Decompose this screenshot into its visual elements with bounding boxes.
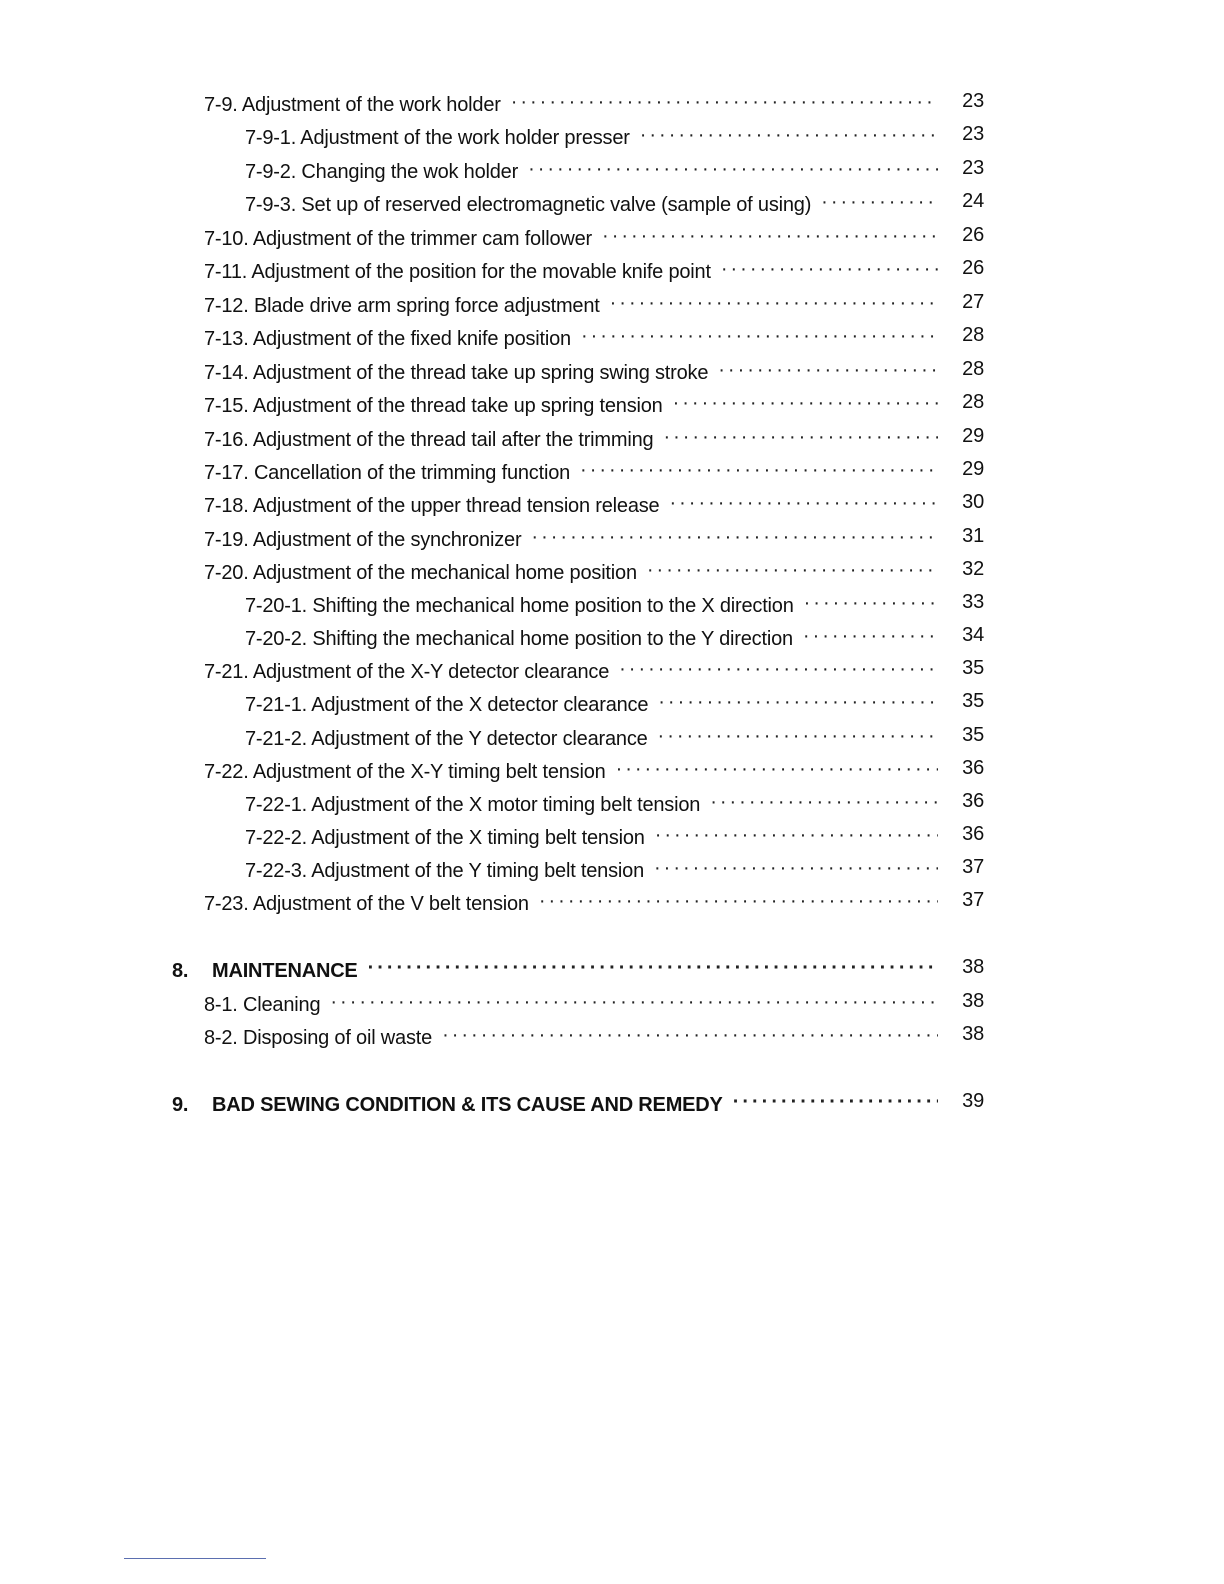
toc-entry-title: 7-22-1. Adjustment of the X motor timing belt tension xyxy=(245,793,701,816)
chapter-title: BAD SEWING CONDITION & ITS CAUSE AND REMEDY xyxy=(212,1093,723,1116)
dot-leader xyxy=(330,995,938,1015)
dot-leader xyxy=(710,795,938,815)
dot-leader xyxy=(658,695,938,715)
toc-entry[interactable] xyxy=(245,823,984,853)
dot-leader xyxy=(619,662,938,682)
toc-entry-page: 30 xyxy=(962,490,984,513)
toc-entry-title: 7-23. Adjustment of the V belt tension xyxy=(204,892,529,915)
footer-rule xyxy=(124,1558,266,1559)
toc-chapter[interactable] xyxy=(172,1090,984,1120)
dot-leader xyxy=(669,496,938,516)
toc-entry-page: 28 xyxy=(962,390,984,413)
toc-entry[interactable] xyxy=(245,591,984,621)
dot-leader xyxy=(610,296,938,316)
dot-leader xyxy=(821,195,938,215)
toc-entry-page: 23 xyxy=(962,156,984,179)
toc-entry-title: 7-21-2. Adjustment of the Y detector clearance xyxy=(245,727,648,750)
toc-entry-page: 32 xyxy=(962,557,984,580)
toc-entry-title: 7-19. Adjustment of the synchronizer xyxy=(204,528,522,551)
toc-entry-title: 7-18. Adjustment of the upper thread tension release xyxy=(204,494,660,517)
toc-entry-title: 7-20-2. Shifting the mechanical home position to the Y direction xyxy=(245,627,793,650)
toc-entry-title: 7-21-1. Adjustment of the X detector clearance xyxy=(245,693,649,716)
dot-leader xyxy=(640,128,938,148)
toc-chapter-page: 39 xyxy=(962,1089,984,1112)
dot-leader xyxy=(733,1095,938,1115)
toc-entry-title: 7-20. Adjustment of the mechanical home position xyxy=(204,561,637,584)
dot-leader xyxy=(658,729,938,749)
toc-entry[interactable] xyxy=(204,525,984,555)
toc-entry-title: 7-10. Adjustment of the trimmer cam follower xyxy=(204,227,593,250)
toc-entry-title: 8-1. Cleaning xyxy=(204,993,321,1016)
toc-entry-title: 7-9-3. Set up of reserved electromagnetic valve (sample of using) xyxy=(245,193,812,216)
toc-chapter[interactable] xyxy=(172,956,984,986)
toc-entry-page: 36 xyxy=(962,822,984,845)
toc-entry[interactable] xyxy=(204,1023,984,1053)
toc-entry[interactable] xyxy=(245,724,984,754)
dot-leader xyxy=(673,396,938,416)
toc-entry[interactable] xyxy=(245,690,984,720)
toc-entry-page: 37 xyxy=(962,855,984,878)
toc-entry[interactable] xyxy=(204,324,984,354)
dot-leader xyxy=(655,828,938,848)
toc-entry-page: 35 xyxy=(962,656,984,679)
toc-entry[interactable] xyxy=(245,190,984,220)
toc-entry-title: 7-11. Adjustment of the position for the movable knife point xyxy=(204,260,711,283)
toc-entry-title: 7-12. Blade drive arm spring force adjustment xyxy=(204,294,600,317)
toc-entry-title: 7-13. Adjustment of the fixed knife position xyxy=(204,327,571,350)
toc-entry-page: 33 xyxy=(962,590,984,613)
dot-leader xyxy=(442,1028,938,1048)
toc-entry[interactable] xyxy=(204,491,984,521)
toc-entry[interactable] xyxy=(204,558,984,588)
toc-entry-title: 8-2. Disposing of oil waste xyxy=(204,1026,433,1049)
toc-entry-title: 7-22-3. Adjustment of the Y timing belt tension xyxy=(245,859,644,882)
dot-leader xyxy=(721,262,938,282)
toc-entry-page: 35 xyxy=(962,689,984,712)
toc-entry[interactable] xyxy=(245,624,984,654)
toc-entry-title: 7-16. Adjustment of the thread tail after the trimming xyxy=(204,428,654,451)
toc-entry[interactable] xyxy=(204,425,984,455)
dot-leader xyxy=(602,229,938,249)
toc-entry-title: 7-17. Cancellation of the trimming function xyxy=(204,461,571,484)
toc-chapter-heading xyxy=(172,960,358,983)
toc-entry-title: 7-20-1. Shifting the mechanical home position to the X direction xyxy=(245,594,794,617)
dot-leader xyxy=(718,363,938,383)
toc-entry[interactable] xyxy=(204,889,984,919)
toc-entry[interactable] xyxy=(204,257,984,287)
toc-entry-title: 7-9-2. Changing the wok holder xyxy=(245,160,519,183)
dot-leader xyxy=(647,563,938,583)
toc-entry-page: 28 xyxy=(962,323,984,346)
toc-entry-page: 23 xyxy=(962,89,984,112)
toc-entry-title: 7-9-1. Adjustment of the work holder presser xyxy=(245,126,630,149)
toc-entry-page: 27 xyxy=(962,290,984,313)
dot-leader xyxy=(531,530,938,550)
toc-entry-page: 31 xyxy=(962,524,984,547)
toc-entry-page: 28 xyxy=(962,357,984,380)
dot-leader xyxy=(654,861,938,881)
toc-entry[interactable] xyxy=(204,458,984,488)
toc-entry[interactable] xyxy=(204,391,984,421)
toc-entry-title: 7-22. Adjustment of the X-Y timing belt tension xyxy=(204,760,606,783)
toc-entry[interactable] xyxy=(245,123,984,153)
toc-entry-page: 35 xyxy=(962,723,984,746)
toc-entry-page: 37 xyxy=(962,888,984,911)
dot-leader xyxy=(539,894,938,914)
chapter-number: 8. xyxy=(172,959,189,982)
toc-entry[interactable] xyxy=(204,358,984,388)
toc-entry-title: 7-9. Adjustment of the work holder xyxy=(204,93,501,116)
toc-entry[interactable] xyxy=(204,657,984,687)
chapter-title: MAINTENANCE xyxy=(212,959,358,982)
dot-leader xyxy=(528,162,938,182)
dot-leader xyxy=(368,961,938,981)
toc-entry-page: 34 xyxy=(962,623,984,646)
dot-leader xyxy=(581,329,938,349)
toc-entry-page: 36 xyxy=(962,756,984,779)
toc-entry[interactable] xyxy=(204,224,984,254)
toc-entry-page: 24 xyxy=(962,189,984,212)
toc-entry-title: 7-21. Adjustment of the X-Y detector clearance xyxy=(204,660,610,683)
toc-entry[interactable] xyxy=(204,990,984,1020)
toc-entry-page: 36 xyxy=(962,789,984,812)
toc-entry[interactable] xyxy=(204,757,984,787)
toc-entry-title: 7-15. Adjustment of the thread take up spring tension xyxy=(204,394,663,417)
dot-leader xyxy=(663,430,938,450)
dot-leader xyxy=(511,95,938,115)
toc-chapter-page: 38 xyxy=(962,955,984,978)
toc-entry[interactable] xyxy=(204,291,984,321)
toc-entry-page: 29 xyxy=(962,457,984,480)
toc-entry-page: 38 xyxy=(962,1022,984,1045)
toc-entry[interactable] xyxy=(204,90,984,120)
chapter-number: 9. xyxy=(172,1093,189,1116)
toc-entry-title: 7-22-2. Adjustment of the X timing belt tension xyxy=(245,826,645,849)
toc-entry[interactable] xyxy=(245,790,984,820)
dot-leader xyxy=(580,463,938,483)
toc-entry[interactable] xyxy=(245,856,984,886)
toc-entry-page: 29 xyxy=(962,424,984,447)
toc-chapter-heading xyxy=(172,1094,723,1117)
toc-entry-page: 26 xyxy=(962,223,984,246)
toc-entry-page: 26 xyxy=(962,256,984,279)
toc-entry-page: 38 xyxy=(962,989,984,1012)
toc-entry-page: 23 xyxy=(962,122,984,145)
dot-leader xyxy=(804,596,938,616)
dot-leader xyxy=(616,762,938,782)
toc-entry[interactable] xyxy=(245,157,984,187)
dot-leader xyxy=(803,629,938,649)
toc-entry-title: 7-14. Adjustment of the thread take up spring swing stroke xyxy=(204,361,709,384)
